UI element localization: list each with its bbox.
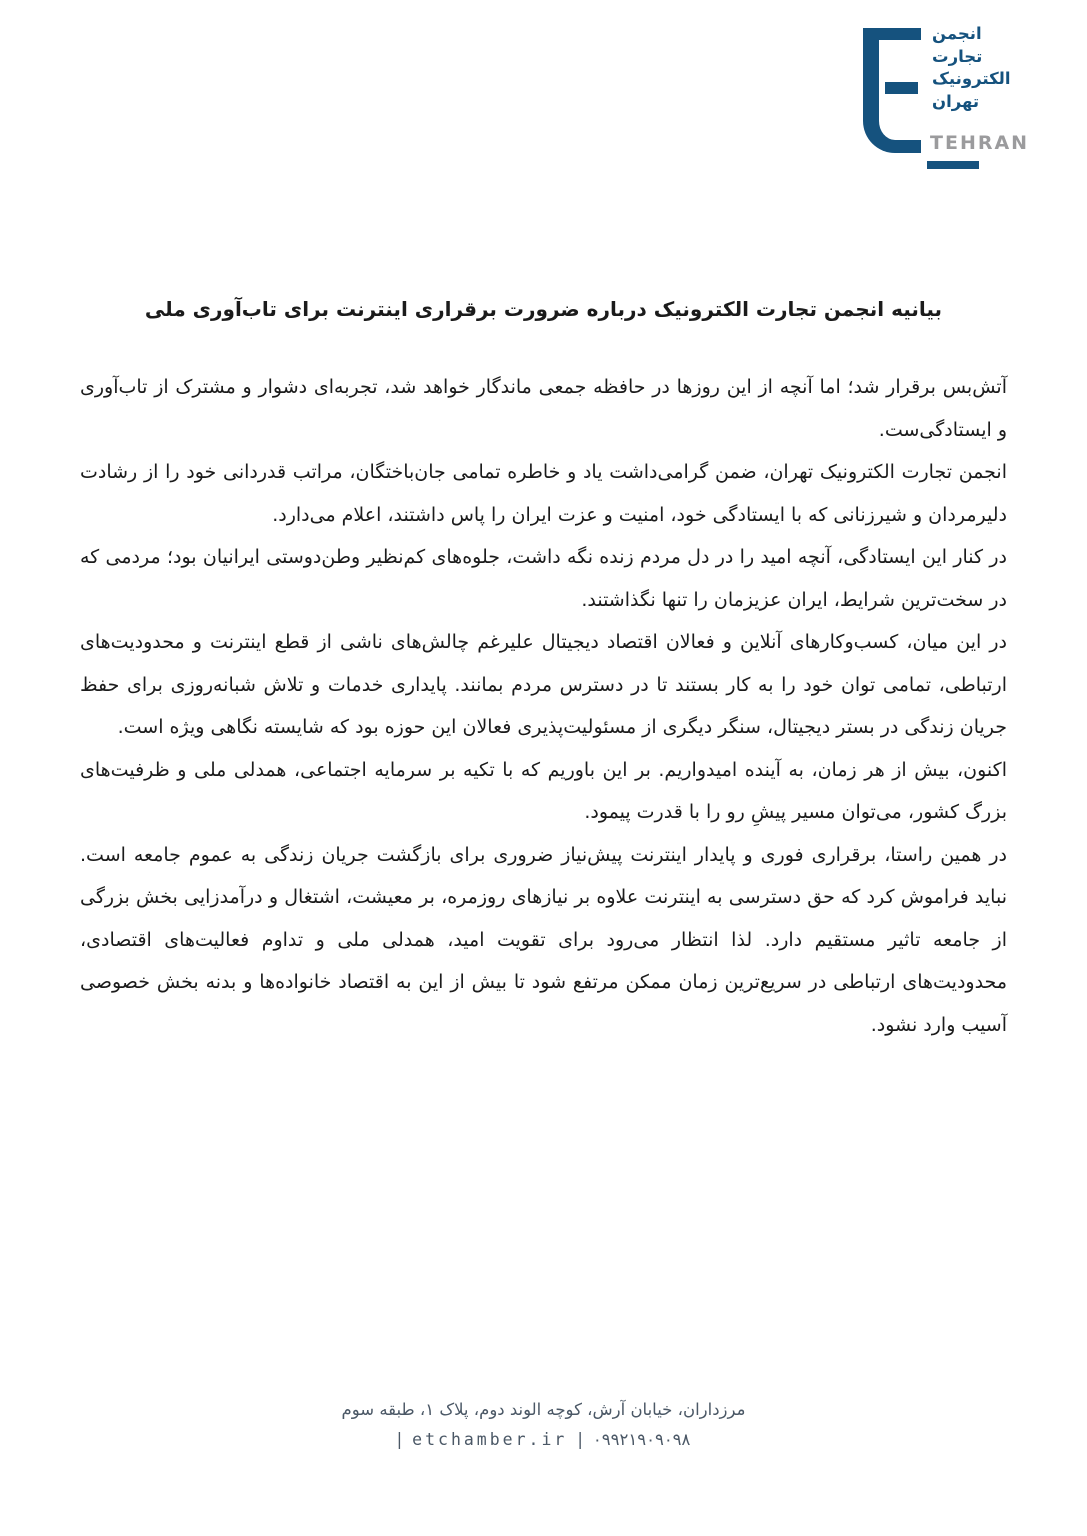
separator: | <box>396 1430 403 1449</box>
paragraph: در این میان، کسب‌وکارهای آنلاین و فعالان اقتصاد دیجیتال علیرغم چالش‌های ناشی از قطع اینترنت و محدودیت‌های ارتباطی، تمامی توان خود را به کار بستند تا در دسترس مردم بمانند. پایداری خدمات و تلاش شبانه‌روزی برای حفظ جریان زندگی در بستر دیجیتال، سنگر دیگری از مسئولیت‌پذیری فعالان این حوزه بود که شایسته نگاهی ویژه است. <box>80 631 1007 738</box>
phone-number: ۰۹۹۲۱۹۰۹۰۹۸ <box>592 1430 691 1449</box>
association-logo <box>858 22 1058 177</box>
paragraph: آتش‌بس برقرار شد؛ اما آنچه از این روزها در حافظه جمعی ماندگار خواهد شد، تجربه‌ای دشوار و مشترک از تاب‌آوری و ایستادگی‌ست. <box>80 376 1007 441</box>
paragraph: اکنون، بیش از هر زمان، به آینده امیدواریم. بر این باوریم که با تکیه بر سرمایه اجتماعی، همدلی ملی و ظرفیت‌های بزرگ کشور، می‌توان مسیر پیشِ رو را با قدرت پیمود. <box>80 758 1007 823</box>
footer <box>0 1396 1087 1449</box>
logo-fa-line: الکترونیک <box>932 69 1011 88</box>
logo-e-middle-dash <box>885 82 918 94</box>
paragraph: در کنار این ایستادگی، آنچه امید را در دل مردم زنده نگه داشت، جلوه‌های کم‌نظیر وطن‌دوستی ایرانیان بود؛ مردمی که در سخت‌ترین شرایط، ایران عزیزمان را تنها نگذاشتند. <box>80 546 1007 611</box>
paragraph: در همین راستا، برقراری فوری و پایدار اینترنت پیش‌نیاز ضروری برای بازگشت جریان زندگی به عموم جامعه است. نباید فراموش کرد که حق دسترسی به اینترنت علاوه بر نیازهای روزمره، بر معیشت، اشتغال و درآمدزایی بخش بزرگی از جامعه تاثیر مستقیم دارد. لذا انتظار می‌رود برای تقویت امید، همدلی ملی و تداوم فعالیت‌های اقتصادی، محدودیت‌های ارتباطی در سریع‌ترین زمان ممکن مرتفع شود تا بیش از این به اقتصاد خانواده‌ها و بدنه بخش خصوصی آسیب وارد نشود. <box>80 843 1007 1036</box>
footer-contact <box>0 1430 1087 1449</box>
footer-address: مرزداران، خیابان آرش، کوچه الوند دوم، پلاک ۱، طبقه سوم <box>341 1400 746 1419</box>
separator: | <box>577 1430 583 1449</box>
logo-fa-line: تجارت <box>932 46 983 66</box>
logo-persian-name <box>932 23 1011 113</box>
logo-fa-line: تهران <box>932 91 980 111</box>
logo-fa-line: انجمن <box>932 24 982 43</box>
paragraph: انجمن تجارت الکترونیک تهران، ضمن گرامی‌داشت یاد و خاطره تمامی جان‌باختگان، مراتب قدردانی خود را از رشادت دلیرمردان و شیرزنانی که با ایستادگی خود، امنیت و عزت ایران را پاس داشتند، اعلام می‌دارد. <box>80 461 1007 526</box>
statement-body <box>80 366 1007 1046</box>
statement-title: بیانیه انجمن تجارت الکترونیک درباره ضرورت برقراری اینترنت برای تاب‌آوری ملی <box>144 297 943 321</box>
website-link[interactable]: etchamber.ir <box>412 1430 568 1449</box>
logo-underline <box>927 161 979 169</box>
logo-tehran-label: TEHRAN <box>930 132 1030 154</box>
